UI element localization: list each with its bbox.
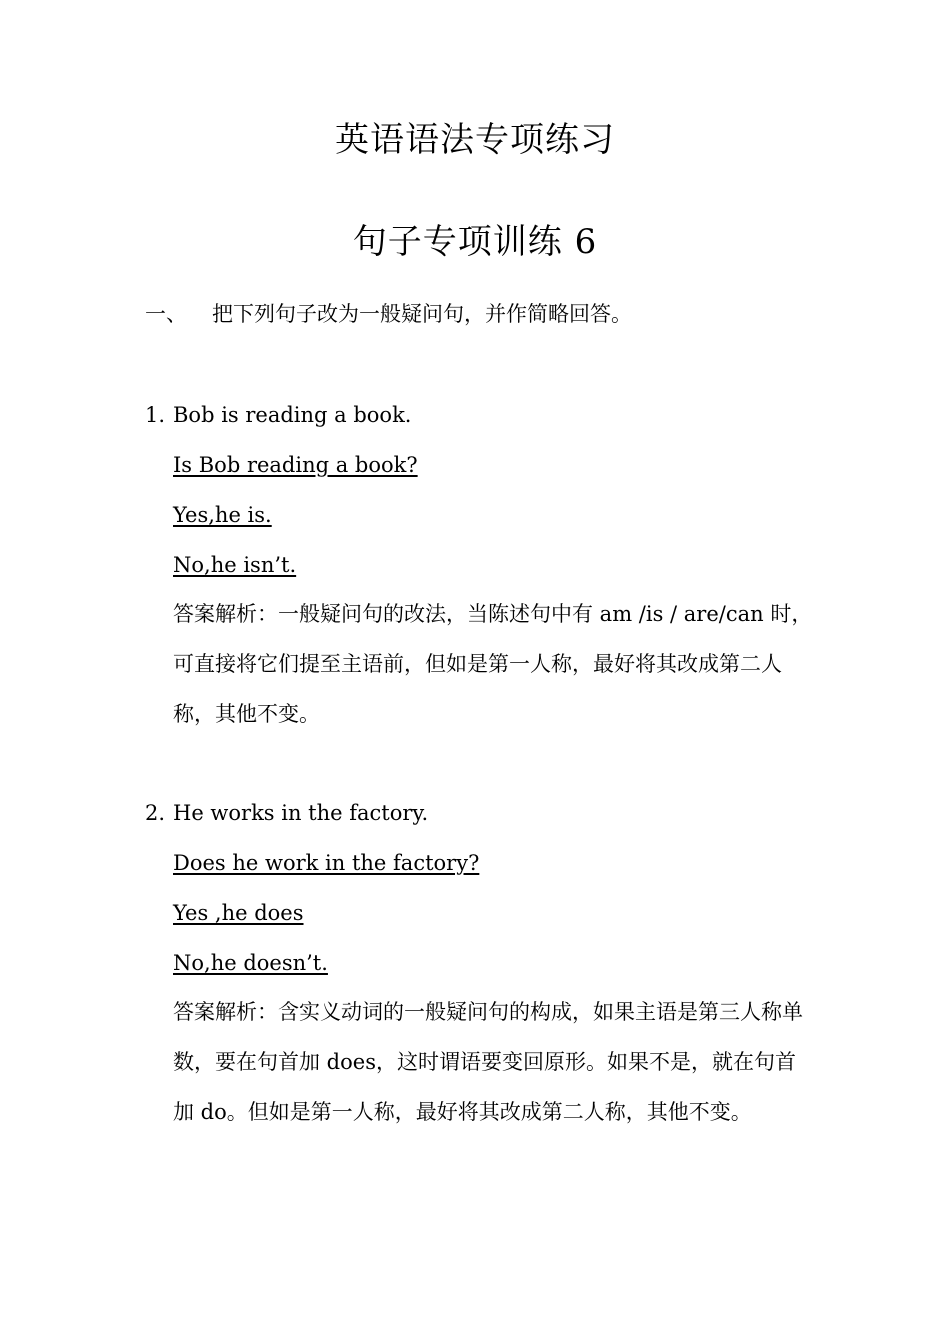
- question-number: 2.: [145, 801, 166, 825]
- answer-no: No,he doesn’t.: [173, 951, 328, 975]
- question-number: 1.: [145, 403, 166, 427]
- answer-question: Does he work in the factory?: [173, 851, 480, 875]
- answer-explanation: 答案解析：含实义动词的一般疑问句的构成，如果主语是第三人称单数，要在句首加 does，这时谓语要变回原形。如果不是，就在句首加 do。但如是第一人称，最好将其改成第二人称，其他不变。: [173, 1000, 803, 1124]
- answer-yes: Yes ,he does: [173, 901, 304, 925]
- question-sentence: He works in the factory.: [173, 801, 429, 825]
- answer-explanation: 答案解析：一般疑问句的改法，当陈述句中有 am /is / are/can 时，可直接将它们提至主语前，但如是第一人称，最好将其改成第二人称，其他不变。: [173, 602, 813, 726]
- section-heading: [145, 299, 632, 329]
- document-subtitle: 句子专项训练 6: [352, 222, 598, 262]
- question-sentence: Bob is reading a book.: [173, 403, 412, 427]
- answer-question: Is Bob reading a book?: [173, 453, 418, 477]
- section-number: 一、: [145, 302, 187, 326]
- answer-yes: Yes,he is.: [173, 503, 272, 527]
- document-title: 英语语法专项练习: [335, 120, 615, 160]
- answer-no: No,he isn’t.: [173, 553, 297, 577]
- section-instruction: 把下列句子改为一般疑问句，并作简略回答。: [212, 302, 632, 326]
